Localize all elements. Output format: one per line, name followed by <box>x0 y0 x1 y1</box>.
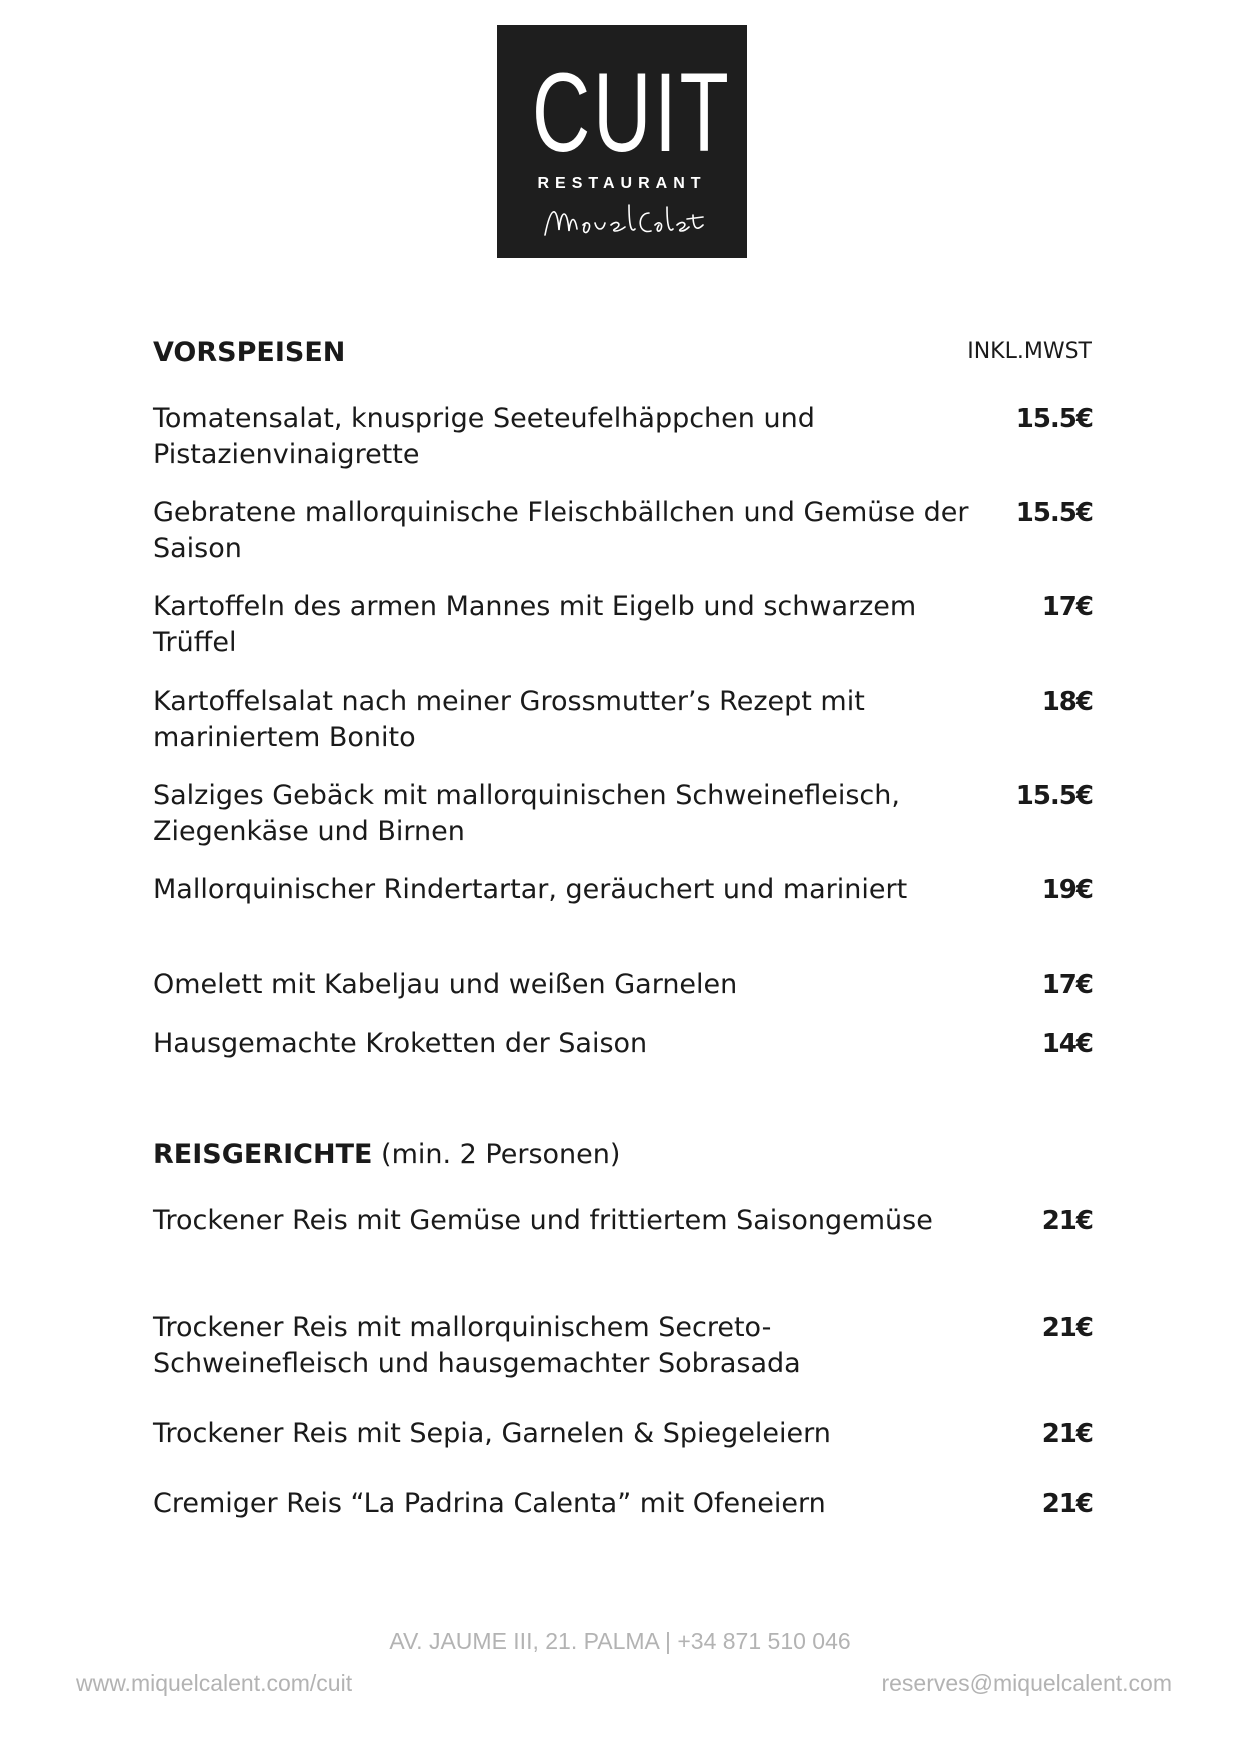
menu-item <box>153 1310 1093 1382</box>
item-price: 21€ <box>1041 1419 1093 1449</box>
item-name: Hausgemachte Kroketten der Saison <box>153 1028 648 1059</box>
item-name: Cremiger Reis “La Padrina Calenta” mit Ofeneiern <box>153 1488 826 1519</box>
item-price: 15.5€ <box>1015 498 1093 528</box>
logo-brand: CUIT <box>532 50 732 175</box>
footer-email-link[interactable]: reserves@miquelcalent.com <box>881 1670 1172 1696</box>
menu-item <box>153 589 1093 661</box>
item-name: Trockener Reis mit Sepia, Garnelen & Spiegeleiern <box>153 1418 831 1449</box>
menu-item <box>153 1416 1093 1452</box>
menu-item <box>153 872 1093 908</box>
item-name: Trockener Reis mit mallorquinischem Secreto-Schweinefleisch und hausgemachter Sobrasada <box>153 1312 801 1379</box>
item-price: 15.5€ <box>1015 781 1093 811</box>
item-name: Trockener Reis mit Gemüse und frittiertem Saisongemüse <box>153 1205 933 1236</box>
menu-item <box>153 1203 1093 1239</box>
item-price: 17€ <box>1041 970 1093 1000</box>
footer-address: AV. JAUME III, 21. PALMA | +34 871 510 046 <box>389 1628 851 1654</box>
menu-item <box>153 778 1093 850</box>
menu-item <box>153 684 1093 756</box>
section-title-reisgerichte: REISGERICHTE (min. 2 Personen) <box>153 1139 621 1170</box>
item-name: Omelett mit Kabeljau und weißen Garnelen <box>153 969 738 1000</box>
item-price: 21€ <box>1041 1489 1093 1519</box>
footer-website-link[interactable]: www.miquelcalent.com/cuit <box>76 1670 353 1696</box>
menu-item <box>153 401 1093 473</box>
item-name: Gebratene mallorquinische Fleischbällchen und Gemüse der Saison <box>153 497 969 564</box>
section-title-vorspeisen: VORSPEISEN <box>153 337 346 368</box>
item-name: Mallorquinischer Rindertartar, geräuchert und mariniert <box>153 874 908 905</box>
item-price: 15.5€ <box>1015 404 1093 434</box>
item-price: 21€ <box>1041 1206 1093 1236</box>
menu-item <box>153 1026 1093 1062</box>
section-note: (min. 2 Personen) <box>381 1139 621 1170</box>
item-price: 17€ <box>1041 592 1093 622</box>
item-price: 19€ <box>1041 875 1093 905</box>
menu-item <box>153 967 1093 1003</box>
item-name: Kartoffelsalat nach meiner Grossmutter’s Rezept mit mariniertem Bonito <box>153 686 865 753</box>
menu-item <box>153 1486 1093 1522</box>
logo-subtitle: RESTAURANT <box>537 175 707 192</box>
item-price: 21€ <box>1041 1313 1093 1343</box>
tax-note: INKL.MWST <box>967 339 1092 364</box>
restaurant-logo <box>497 25 747 258</box>
item-price: 14€ <box>1041 1029 1093 1059</box>
item-name: Kartoffeln des armen Mannes mit Eigelb und schwarzem Trüffel <box>153 591 917 658</box>
item-price: 18€ <box>1041 687 1093 717</box>
signature-mark <box>537 195 707 245</box>
item-name: Salziges Gebäck mit mallorquinischen Schweinefleisch, Ziegenkäse und Birnen <box>153 780 900 847</box>
menu-item <box>153 495 1093 567</box>
item-name: Tomatensalat, knusprige Seeteufelhäppchen und Pistazienvinaigrette <box>153 403 815 470</box>
